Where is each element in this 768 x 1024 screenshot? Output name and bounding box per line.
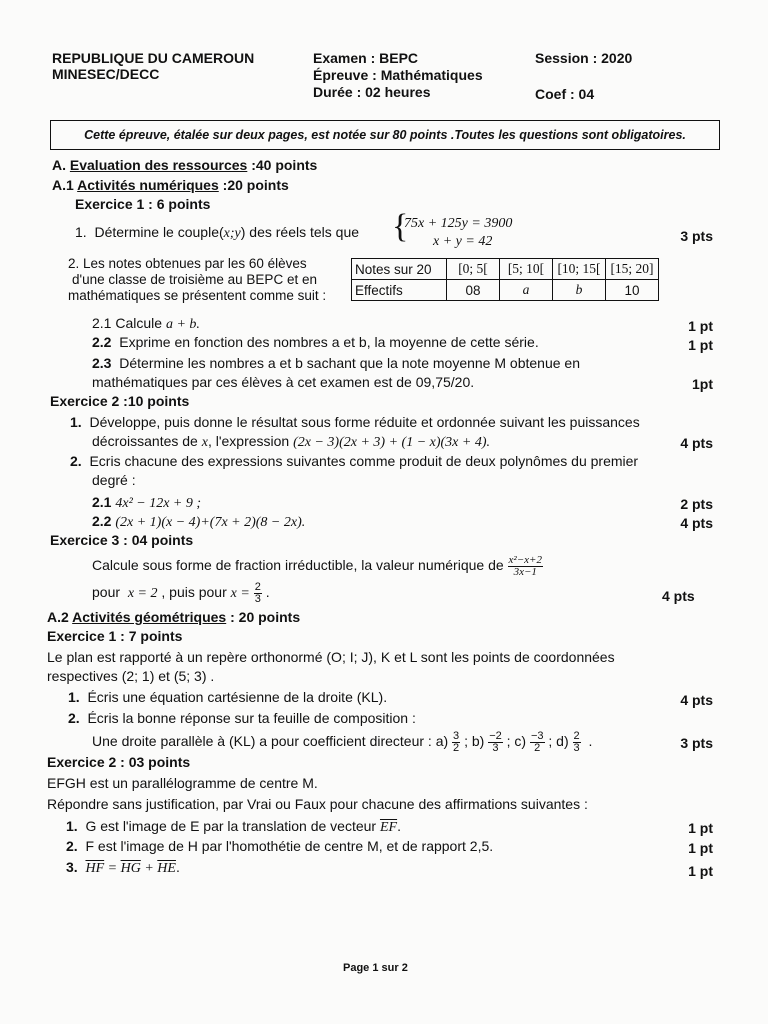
ex1-q23-line1: 2.3 Détermine les nombres a et b sachant que la note moyenne M obtenue en <box>92 355 580 371</box>
table-row <box>352 280 659 301</box>
geo2-q2-points: 1 pt <box>688 840 713 856</box>
table-cell: 10 <box>606 280 659 301</box>
table-cell: Notes sur 20 <box>352 259 447 280</box>
geo1-q2: 2. Écris la bonne réponse sur ta feuille de composition : <box>68 710 416 726</box>
ex1-title: Exercice 1 : 6 points <box>75 196 211 212</box>
ex1-q2-line2: d'une classe de troisième au BEPC et en <box>72 272 317 287</box>
table-cell: b <box>553 280 606 301</box>
geo1-q2-points: 3 pts <box>680 735 713 751</box>
ex3-title: Exercice 3 : 04 points <box>50 532 194 548</box>
ex1-q2-line3: mathématiques se présentent comme suit : <box>68 288 327 303</box>
ex3-fraction-two-thirds: $\frac{2}{3}$ <box>254 581 261 605</box>
geo2-q3: 3. $\overline{HF} = \overline{HG} + \overline{HE}$. <box>66 859 180 876</box>
header-ministry: MINESEC/DECC <box>52 66 160 82</box>
ex2-q21-points: 2 pts <box>680 496 713 512</box>
header-duration: Durée : 02 heures <box>313 84 431 100</box>
option-c-fraction: $\frac{-3}{2}$ <box>530 730 544 754</box>
part-a-heading: A. Evaluation des ressources :40 points <box>52 157 318 173</box>
ex2-q21: 2.1 4x² − 12x + 9 ; <box>92 494 202 511</box>
page-footer: Page 1 sur 2 <box>343 962 408 974</box>
ex2-q2-line2: degré : <box>92 472 136 488</box>
geo1-q1: 1. Écris une équation cartésienne de la droite (KL). <box>68 689 388 705</box>
geo2-q3-points: 1 pt <box>688 863 713 879</box>
a2-heading: A.2 Activités géométriques : 20 points <box>47 609 301 625</box>
ex3-line2: pour x = 2 , puis pour x = $\frac{2}{3}$ . <box>92 581 270 605</box>
geo2-q1-points: 1 pt <box>688 820 713 836</box>
ex2-q2-line1: 2. Ecris chacune des expressions suivantes comme produit de deux polynômes du premier <box>70 453 639 469</box>
ex1-q22: 2.2 Exprime en fonction des nombres a et b, la moyenne de cette série. <box>92 334 539 350</box>
geo1-q2-options: Une droite parallèle à (KL) a pour coefficient directeur : a) $\frac{3}{2}$ ; b) $\frac{-2}{3}$ ; c) $\frac{-3}{2}$ ; d) $\frac{2}{3}$ . <box>92 730 593 754</box>
ex2-q22-points: 4 pts <box>680 515 713 531</box>
geo2-line2: Répondre sans justification, par Vrai ou Faux pour chacune des affirmations suivantes : <box>47 796 588 812</box>
notice-text: Cette épreuve, étalée sur deux pages, est notée sur 80 points .Toutes les questions sont obligatoires. <box>84 128 686 142</box>
ex3-points: 4 pts <box>662 588 695 604</box>
ex1-q1-points: 3 pts <box>680 228 713 244</box>
table-cell: Effectifs <box>352 280 447 301</box>
header-coef: Coef : 04 <box>535 86 595 102</box>
geo1-line2: respectives (2; 1) et (5; 3) . <box>47 668 215 684</box>
geo2-line1: EFGH est un parallélogramme de centre M. <box>47 775 318 791</box>
grades-table <box>351 258 659 301</box>
option-d-fraction: $\frac{2}{3}$ <box>573 730 580 754</box>
ex1-eq2: x + y = 42 <box>433 234 493 249</box>
table-cell: [10; 15[ <box>553 259 606 280</box>
notice-box <box>50 120 720 150</box>
ex3-line1: Calcule sous forme de fraction irréductible, la valeur numérique de $\frac{\text{x²−x+2}}{3x-1}$ <box>92 554 542 578</box>
ex1-q1: 1. Détermine le couple(x;y) des réels tels que <box>75 224 360 241</box>
option-b-fraction: $\frac{-2}{3}$ <box>489 730 502 754</box>
table-cell: [0; 5[ <box>447 259 500 280</box>
ex1-eq1: 75x + 125y = 3900 <box>404 216 513 231</box>
ex1-q2-line1: 2. Les notes obtenues par les 60 élèves <box>68 256 307 271</box>
table-cell: a <box>500 280 553 301</box>
ex2-q22: 2.2 (2x + 1)(x − 4)+(7x + 2)(8 − 2x). <box>92 513 306 530</box>
header-session: Session : 2020 <box>535 50 633 66</box>
header-exam: Examen : BEPC <box>313 50 419 66</box>
table-cell: [5; 10[ <box>500 259 553 280</box>
ex2-q1-line1: 1. Développe, puis donne le résultat sous forme réduite et ordonnée suivant les puissances <box>70 414 640 430</box>
geo2-q2: 2. F est l'image de H par l'homothétie de centre M, et de rapport 2,5. <box>66 838 494 854</box>
a1-heading: A.1 Activités numériques :20 points <box>52 177 289 193</box>
option-a-fraction: $\frac{3}{2}$ <box>453 730 460 754</box>
geo2-q1: 1. G est l'image de E par la translation de vecteur $\overline{EF}$. <box>66 818 401 835</box>
table-row <box>352 259 659 280</box>
geo2-title: Exercice 2 : 03 points <box>47 754 191 770</box>
ex1-q21: 2.1 Calcule a + b. <box>92 315 200 332</box>
ex1-q22-points: 1 pt <box>688 337 713 353</box>
ex2-q1-line2: décroissantes de x, l'expression (2x − 3)(2x + 3) + (1 − x)(3x + 4). <box>92 433 490 450</box>
table-cell: [15; 20] <box>606 259 659 280</box>
geo1-line1: Le plan est rapporté à un repère orthonormé (O; I; J), K et L sont les points de coordonnées <box>47 649 615 665</box>
header-subject: Épreuve : Mathématiques <box>313 67 483 83</box>
geo1-title: Exercice 1 : 7 points <box>47 628 183 644</box>
system-brace: { <box>392 208 409 245</box>
ex2-q1-points: 4 pts <box>680 435 713 451</box>
table-cell: 08 <box>447 280 500 301</box>
geo1-q1-points: 4 pts <box>680 692 713 708</box>
ex1-q23-points: 1pt <box>692 376 713 392</box>
ex1-q21-points: 1 pt <box>688 318 713 334</box>
header-country: REPUBLIQUE DU CAMEROUN <box>52 50 255 66</box>
ex3-fraction: $\frac{\text{x²−x+2}}{3x-1}$ <box>508 554 542 578</box>
ex2-title: Exercice 2 :10 points <box>50 393 190 409</box>
ex1-q23-line2: mathématiques par ces élèves à cet examen est de 09,75/20. <box>92 374 475 390</box>
